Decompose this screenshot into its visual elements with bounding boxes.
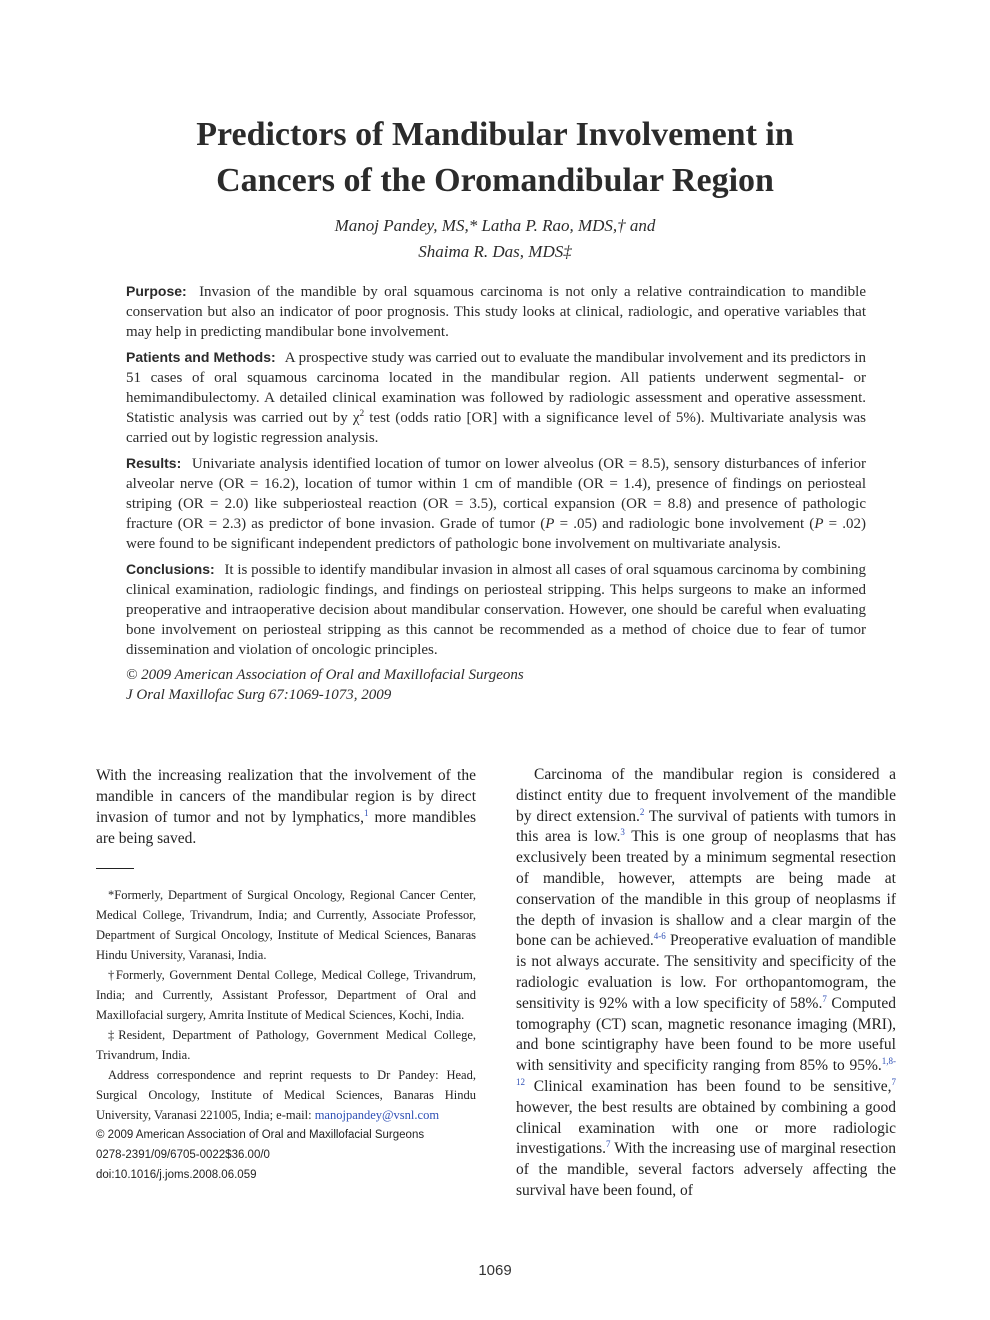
footnote-correspondence <box>96 1065 476 1125</box>
footnote-affiliation-1: *Formerly, Department of Surgical Oncology, Regional Cancer Center, Medical College, Trivandrum, India; and Currently, Associate Professor, Department of Surgical Oncology, Institute of Medical Sciences, Banaras Hindu University, Varanasi, India. <box>96 888 476 962</box>
methods-label: Patients and Methods: <box>126 349 276 365</box>
body-text: With the increasing use of marginal resection of the mandible, several factors adversely affecting the survival have been found, of <box>516 1140 896 1199</box>
body-text: Computed tomography (CT) scan, magnetic resonance imaging (MRI), and bone scintigraphy have been found to be more useful with sensitivity and specificity ranging from 85% to 95%. <box>516 994 896 1075</box>
article-title <box>0 112 990 204</box>
authors-line-1: Manoj Pandey, MS,* Latha P. Rao, MDS,† and <box>334 216 656 235</box>
abstract <box>126 281 866 705</box>
intro-text-a: With the increasing realization that the involvement of the mandible in cancers of the mandibular region is by direct invasion of tumor and not by lymphatics, <box>96 767 476 826</box>
reference-link[interactable]: 7 <box>891 1076 896 1087</box>
abstract-results <box>126 453 866 554</box>
author-list <box>0 213 990 265</box>
body-text: Clinical examination has been found to be sensitive, <box>525 1077 892 1095</box>
results-label: Results: <box>126 455 182 471</box>
title-line-2: Cancers of the Oromandibular Region <box>216 162 774 199</box>
results-text-c: = .02) were found to be significant independent predictors of pathologic bone involvement on multivariate analysis. <box>126 516 866 552</box>
correspondence-text: Address correspondence and reprint requests to Dr Pandey: Head, Surgical Oncology, Institute of Medical Sciences, Banaras Hindu University, Varanasi 221005, India; e-mail: <box>96 1068 476 1122</box>
conclusions-label: Conclusions: <box>126 561 215 577</box>
authors-line-2: Shaima R. Das, MDS‡ <box>418 242 572 261</box>
reference-link[interactable]: 7 <box>822 993 827 1004</box>
methods-text-b: test (odds ratio [OR] with a significance level of 5%). Multivariate analysis was carried out by logistic regression analysis. <box>126 410 866 446</box>
p-value-symbol: P <box>545 516 555 532</box>
body-paragraph <box>516 765 896 1202</box>
chi-squared-sup: 2 <box>359 408 365 418</box>
reference-link[interactable]: 2 <box>639 806 645 817</box>
body-text: Preoperative evaluation of mandible is not always accurate. The sensitivity and specificity of the radiologic evaluation is low. For orthopantomogram, the sensitivity is 92% with a low specificity of 58%. <box>516 932 896 1012</box>
body-text: This is one group of neoplasms that has exclusively been treated by a minimum segmental resection of mandible, however, attempts are being made at conservation of the mandible in this group of neoplasms if the depth of invasion is shallow and a clear margin of the bone can be achieved. <box>516 828 896 950</box>
page-number: 1069 <box>478 1262 512 1279</box>
body-text: Carcinoma of the mandibular region is considered a distinct entity due to frequent involvement of the mandible by direct extension. <box>516 766 896 825</box>
reference-link[interactable]: 1 <box>363 807 369 818</box>
footnote-doi: doi:10.1016/j.joms.2008.06.059 <box>96 1169 257 1181</box>
footnote-divider <box>96 868 134 869</box>
footnote-affiliation-3: ‡Resident, Department of Pathology, Government Medical College, Trivandrum, India. <box>96 1028 476 1062</box>
footnote-affiliation-2: †Formerly, Government Dental College, Medical College, Trivandrum, India; and Currently, Assistant Professor, Department of Oral and Maxillofacial surgery, Amrita Institute of Medical Sciences, Kochi, India. <box>96 968 476 1022</box>
footnote-issn: 0278-2391/09/6705-0022$36.00/0 <box>96 1149 270 1161</box>
conclusions-text: It is possible to identify mandibular invasion in almost all cases of oral squamous carcinoma by combining clinical examination, radiologic findings, and findings on periosteal stripping. This helps surgeons to make an informed preoperative and intraoperative decision about mandibular conservation. However, one should be careful when evaluating bone involvement on periosteal stripping as this cannot be recommended as a method of choice due to fear of tumor dissemination and violation of oncologic principles. <box>126 562 867 658</box>
purpose-label: Purpose: <box>126 283 187 299</box>
abstract-conclusions <box>126 559 866 660</box>
methods-text-a: A prospective study was carried out to evaluate the mandibular involvement and its predictors in 51 cases of oral squamous carcinoma located in the mandibular region. All patients underwent segmental- or hemimandibulectomy. A detailed clinical examination was followed by radiologic assessment and operative assessment. Statistic analysis was carried out by χ <box>126 350 866 426</box>
title-line-1: Predictors of Mandibular Involvement in <box>196 116 794 153</box>
email-link[interactable]: manojpandey@vsnl.com <box>314 1108 440 1122</box>
purpose-text: Invasion of the mandible by oral squamous carcinoma is not only a relative contraindication to mandible conservation but also an indicator of poor prognosis. This study looks at clinical, radiologic, and operative variables that may help in predicting mandibular bone involvement. <box>126 284 867 340</box>
body-text: however, the best results are obtained by combining a good clinical examination with one or more radiologic investigations. <box>516 1098 896 1158</box>
reference-link[interactable]: 3 <box>620 827 625 838</box>
p-value-symbol: P <box>814 516 824 532</box>
intro-text-b: more mandibles are being saved. <box>96 809 476 847</box>
abstract-copyright: © 2009 American Association of Oral and Maxillofacial Surgeons <box>126 667 524 683</box>
reference-link[interactable]: 7 <box>605 1139 611 1150</box>
reference-link[interactable]: 4-6 <box>653 931 666 942</box>
results-text-b: = .05) and radiologic bone involvement ( <box>554 516 815 532</box>
intro-paragraph <box>96 765 476 849</box>
footnote-copyright: © 2009 American Association of Oral and Maxillofacial Surgeons <box>96 1129 425 1141</box>
journal-citation: J Oral Maxillofac Surg 67:1069-1073, 2009 <box>126 687 392 703</box>
right-column-body <box>516 765 896 1202</box>
results-text-a: Univariate analysis identified location of tumor on lower alveolus (OR = 8.5), sensory disturbances of inferior alveolar nerve (OR = 16.2), location of tumor within 1 cm of mandible (OR = 1.4), presence of findings on periosteal striping (OR = 2.0) like subperiosteal reaction (OR = 3.5), cortical expansion (OR = 8.8) and presence of pathologic fracture (OR = 2.3) as predictor of bone invasion. Grade of tumor ( <box>126 456 867 532</box>
body-text: The survival of patients with tumors in this area is low. <box>516 807 896 846</box>
abstract-purpose <box>126 281 866 342</box>
left-column-intro <box>96 765 476 849</box>
reference-link[interactable]: 1,8-12 <box>516 1056 896 1087</box>
abstract-methods <box>126 347 866 448</box>
footnotes <box>96 885 476 1185</box>
